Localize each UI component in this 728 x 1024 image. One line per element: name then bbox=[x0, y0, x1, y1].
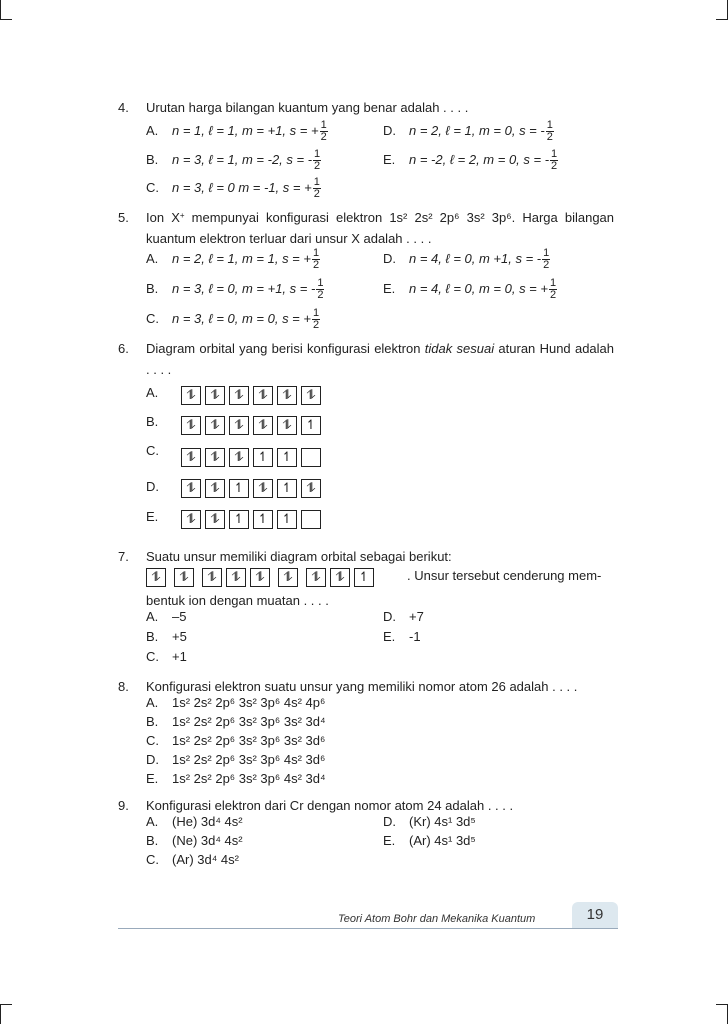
option-b: B. n = 3, ℓ = 1, m = -2, s = - $\frac{1}{2}$ bbox=[146, 148, 321, 172]
orbital-box: ⥮ bbox=[181, 479, 201, 498]
option-c: C. n = 3, ℓ = 0 m = -1, s = + $\frac{1}{2}$ bbox=[146, 176, 320, 200]
fraction-half: $\frac{1}{2}$ bbox=[546, 119, 553, 143]
orbital-diagram-d bbox=[181, 479, 325, 498]
question-text: Konfigurasi elektron suatu unsur yang memiliki nomor atom 26 adalah . . . . bbox=[146, 679, 578, 694]
orbital-box: ⥮ bbox=[301, 479, 321, 498]
orbital-box: ⥮ bbox=[205, 416, 225, 435]
option-e: E. 1s² 2s² 2p⁶ 3s² 3p⁶ 4s² 3d⁴ bbox=[146, 771, 326, 786]
crop-mark bbox=[0, 0, 1, 20]
question-text: Ion X+ mempunyai konfigurasi elektron 1s² 2s² 2p⁶ 3s² 3p⁶. Harga bilangan kuantum elektron terluar dari unsur X adalah . . . . bbox=[146, 210, 615, 246]
orbital-box: ⥮ bbox=[205, 386, 225, 405]
option-b: B. n = 3, ℓ = 0, m = +1, s = - $\frac{1}{2}$ bbox=[146, 277, 324, 301]
option-e: E. n = 4, ℓ = 0, m = 0, s = + $\frac{1}{2}$ bbox=[383, 277, 557, 301]
orbital-box: ⥮ bbox=[205, 448, 225, 467]
orbital-box: ⥮ bbox=[278, 568, 298, 587]
option-a: A. –5 bbox=[146, 609, 187, 624]
option-label: A. bbox=[146, 385, 159, 400]
question-number: 5. bbox=[118, 210, 129, 225]
option-c: C. (Ar) 3d⁴ 4s² bbox=[146, 852, 239, 867]
orbital-box: ⥮ bbox=[226, 568, 246, 587]
fraction-half: $\frac{1}{2}$ bbox=[549, 277, 557, 301]
orbital-box: ⥮ bbox=[205, 479, 225, 498]
option-c: C. 1s² 2s² 2p⁶ 3s² 3p⁶ 3s² 3d⁶ bbox=[146, 733, 326, 748]
orbital-diagram-q7 bbox=[146, 568, 378, 587]
option-b: B. (Ne) 3d⁴ 4s² bbox=[146, 833, 243, 848]
question-text: Suatu unsur memiliki diagram orbital sebagai berikut: bbox=[146, 549, 452, 564]
footer-divider bbox=[118, 928, 618, 929]
orbital-diagram-a bbox=[181, 386, 325, 405]
option-label: D. bbox=[146, 479, 159, 494]
fraction-half: $\frac{1}{2}$ bbox=[543, 247, 550, 271]
orbital-box: ⥮ bbox=[301, 386, 321, 405]
fraction-half: $\frac{1}{2}$ bbox=[312, 247, 320, 271]
fraction-half: $\frac{1}{2}$ bbox=[313, 176, 320, 200]
orbital-box: ↿ bbox=[301, 416, 321, 435]
orbital-box: ⥮ bbox=[306, 568, 326, 587]
option-b: B. 1s² 2s² 2p⁶ 3s² 3p⁶ 3s² 3d⁴ bbox=[146, 714, 326, 729]
fraction-half: $\frac{1}{2}$ bbox=[320, 119, 327, 143]
orbital-box: ⥮ bbox=[250, 568, 270, 587]
option-d: D. (Kr) 4s¹ 3d⁵ bbox=[383, 814, 476, 829]
orbital-diagram-b bbox=[181, 416, 325, 435]
question-text: Konfigurasi elektron dari Cr dengan nomor atom 24 adalah . . . . bbox=[146, 798, 514, 813]
orbital-box: ⥮ bbox=[181, 416, 201, 435]
footer-title: Teori Atom Bohr dan Mekanika Kuantum bbox=[338, 913, 536, 925]
question-6 bbox=[118, 338, 614, 380]
option-b: B. +5 bbox=[146, 629, 187, 644]
orbital-box bbox=[301, 448, 321, 467]
page-number: 19 bbox=[572, 902, 618, 928]
orbital-box: ⥮ bbox=[202, 568, 222, 587]
crop-mark bbox=[0, 1004, 12, 1005]
question-number: 9. bbox=[118, 798, 129, 813]
option-c: C. +1 bbox=[146, 649, 187, 664]
question-8 bbox=[118, 676, 614, 697]
fraction-half: $\frac{1}{2}$ bbox=[551, 148, 558, 172]
orbital-box: ↿ bbox=[277, 448, 297, 467]
question-text: Diagram orbital yang berisi konfigurasi elektron tidak sesuai aturan Hund adalah . . . . bbox=[146, 341, 615, 377]
orbital-box: ↿ bbox=[354, 568, 374, 587]
orbital-diagram-e bbox=[181, 510, 325, 529]
orbital-box: ↿ bbox=[229, 479, 249, 498]
option-d: D. n = 4, ℓ = 0, m +1, s = - $\frac{1}{2}$ bbox=[383, 247, 550, 271]
crop-mark bbox=[0, 1004, 1, 1024]
orbital-box: ⥮ bbox=[229, 416, 249, 435]
orbital-box: ⥮ bbox=[229, 386, 249, 405]
option-e: E. (Ar) 4s¹ 3d⁵ bbox=[383, 833, 476, 848]
question-number: 6. bbox=[118, 341, 129, 356]
orbital-box: ↿ bbox=[253, 510, 273, 529]
orbital-box: ⥮ bbox=[146, 568, 166, 587]
option-a: A. n = 1, ℓ = 1, m = +1, s = + $\frac{1}{2}$ bbox=[146, 119, 327, 143]
question-5 bbox=[118, 207, 614, 249]
option-c: C. n = 3, ℓ = 0, m = 0, s = + $\frac{1}{2}$ bbox=[146, 307, 320, 331]
question-number: 4. bbox=[118, 100, 129, 115]
option-label: E. bbox=[146, 509, 159, 524]
option-a: A. (He) 3d⁴ 4s² bbox=[146, 814, 243, 829]
question-9 bbox=[118, 795, 614, 816]
orbital-box: ⥮ bbox=[253, 479, 273, 498]
fraction-half: $\frac{1}{2}$ bbox=[317, 277, 324, 301]
option-e: E. n = -2, ℓ = 2, m = 0, s = - $\frac{1}{2}$ bbox=[383, 148, 558, 172]
orbital-box: ↿ bbox=[253, 448, 273, 467]
option-d: D. +7 bbox=[383, 609, 424, 624]
orbital-box: ⥮ bbox=[277, 386, 297, 405]
orbital-box: ⥮ bbox=[330, 568, 350, 587]
orbital-box: ↿ bbox=[277, 510, 297, 529]
option-e: E. -1 bbox=[383, 629, 421, 644]
option-d: D. 1s² 2s² 2p⁶ 3s² 3p⁶ 4s² 3d⁶ bbox=[146, 752, 326, 767]
option-d: D. n = 2, ℓ = 1, m = 0, s = - $\frac{1}{2}$ bbox=[383, 119, 553, 143]
orbital-box: ↿ bbox=[229, 510, 249, 529]
orbital-box: ⥮ bbox=[253, 416, 273, 435]
fraction-half: $\frac{1}{2}$ bbox=[312, 307, 320, 331]
orbital-box: ⥮ bbox=[181, 386, 201, 405]
question-number: 8. bbox=[118, 679, 129, 694]
question-text-cont: bentuk ion dengan muatan . . . . bbox=[146, 593, 329, 608]
question-7 bbox=[118, 546, 614, 567]
option-label: B. bbox=[146, 414, 159, 429]
option-a: A. n = 2, ℓ = 1, m = 1, s = + $\frac{1}{2}$ bbox=[146, 247, 320, 271]
orbital-box: ⥮ bbox=[205, 510, 225, 529]
question-text: Urutan harga bilangan kuantum yang benar adalah . . . . bbox=[146, 100, 469, 115]
orbital-diagram-c bbox=[181, 448, 325, 467]
option-a: A. 1s² 2s² 2p⁶ 3s² 3p⁶ 4s² 4p⁶ bbox=[146, 695, 326, 710]
fraction-half: $\frac{1}{2}$ bbox=[314, 148, 321, 172]
orbital-box: ⥮ bbox=[253, 386, 273, 405]
orbital-box: ⥮ bbox=[174, 568, 194, 587]
crop-mark bbox=[0, 19, 12, 20]
orbital-box: ⥮ bbox=[181, 448, 201, 467]
orbital-box bbox=[301, 510, 321, 529]
question-text-cont: . Unsur tersebut cenderung mem- bbox=[407, 568, 602, 583]
question-number: 7. bbox=[118, 549, 129, 564]
orbital-box: ⥮ bbox=[277, 416, 297, 435]
question-4 bbox=[118, 97, 614, 118]
orbital-box: ⥮ bbox=[229, 448, 249, 467]
orbital-box: ⥮ bbox=[181, 510, 201, 529]
orbital-box: ↿ bbox=[277, 479, 297, 498]
option-label: C. bbox=[146, 443, 159, 458]
